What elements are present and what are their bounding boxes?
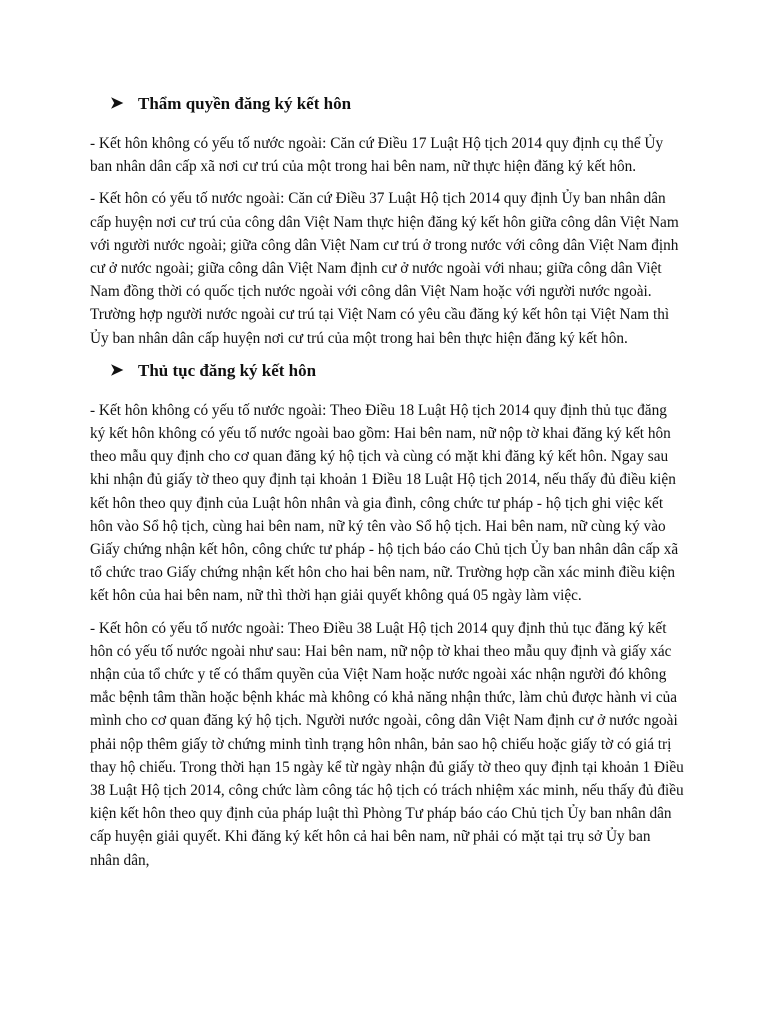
paragraph-authority-foreign: - Kết hôn có yếu tố nước ngoài: Căn cứ Điều 37 Luật Hộ tịch 2014 quy định Ủy ban nhân dân cấp huyện nơi cư trú của công dân Việt Nam thực hiện đăng ký kết hôn giữa công dân Việt Nam với người nước ngoài; giữa công dân Việt Nam cư trú ở trong nước với công dân Việt Nam định cư ở nước ngoài; giữa công dân Việt Nam định cư ở nước ngoài với nhau; giữa công dân Việt Nam đồng thời có quốc tịch nước ngoài với công dân Việt Nam hoặc với người nước ngoài. Trường hợp người nước ngoài cư trú tại Việt Nam có yêu cầu đăng ký kết hôn tại Việt Nam thì Ủy ban nhân dân cấp huyện nơi cư trú của một trong hai bên thực hiện đăng ký kết hôn. xyxy=(90,190,679,347)
section-heading-procedure xyxy=(110,359,684,383)
heading-text: Thủ tục đăng ký kết hôn xyxy=(138,360,317,380)
paragraph-procedure-domestic: - Kết hôn không có yếu tố nước ngoài: Theo Điều 18 Luật Hộ tịch 2014 quy định thủ tục đăng ký kết hôn không có yếu tố nước ngoài bao gồm: Hai bên nam, nữ nộp tờ khai đăng ký kết hôn theo mẫu quy định cho cơ quan đăng ký hộ tịch và cùng có mặt khi đăng ký kết hôn. Ngay sau khi nhận đủ giấy tờ theo quy định tại khoản 1 Điều 18 Luật Hộ tịch 2014, nếu thấy đủ điều kiện kết hôn theo quy định của Luật hôn nhân và gia đình, công chức tư pháp - hộ tịch ghi việc kết hôn vào Sổ hộ tịch, cùng hai bên nam, nữ ký tên vào Sổ hộ tịch. Hai bên nam, nữ cùng ký vào Giấy chứng nhận kết hôn, công chức tư pháp - hộ tịch báo cáo Chủ tịch Ủy ban nhân dân cấp xã tổ chức trao Giấy chứng nhận kết hôn cho hai bên nam, nữ. Trường hợp cần xác minh điều kiện kết hôn của hai bên nam, nữ thì thời hạn giải quyết không quá 05 ngày làm việc. xyxy=(90,401,679,605)
heading-text: Thẩm quyền đăng ký kết hôn xyxy=(138,94,352,113)
paragraph-procedure-foreign: - Kết hôn có yếu tố nước ngoài: Theo Điều 38 Luật Hộ tịch 2014 quy định thủ tục đăng ký kết hôn có yếu tố nước ngoài như sau: Hai bên nam, nữ nộp tờ khai theo mẫu quy định và giấy xác nhận của tổ chức y tế có thẩm quyền của Việt Nam hoặc nước ngoài xác nhận người đó không mắc bệnh tâm thần hoặc bệnh khác mà không có khả năng nhận thức, làm chủ được hành vi của mình cho cơ quan đăng ký hộ tịch. Người nước ngoài, công dân Việt Nam định cư ở nước ngoài phải nộp thêm giấy tờ chứng minh tình trạng hôn nhân, bản sao hộ chiếu hoặc giấy tờ có giá trị thay hộ chiếu. Trong thời hạn 15 ngày kể từ ngày nhận đủ giấy tờ theo quy định tại khoản 1 Điều 38 Luật Hộ tịch 2014, công chức làm công tác hộ tịch có trách nhiệm xác minh, nếu thấy đủ điều kiện kết hôn theo quy định của pháp luật thì Phòng Tư pháp báo cáo Chủ tịch Ủy ban nhân dân cấp huyện giải quyết. Khi đăng ký kết hôn cả hai bên nam, nữ phải có mặt tại trụ sở Ủy ban nhân dân, xyxy=(90,619,684,869)
section-heading-authority xyxy=(110,92,684,116)
arrow-bullet-icon: ➤ xyxy=(110,95,124,112)
paragraph-authority-domestic: - Kết hôn không có yếu tố nước ngoài: Căn cứ Điều 17 Luật Hộ tịch 2014 quy định cụ thể Ủy ban nhân dân cấp xã nơi cư trú của một trong hai bên nam, nữ thực hiện đăng ký kết hôn. xyxy=(90,135,664,176)
arrow-bullet-icon: ➤ xyxy=(110,361,124,379)
